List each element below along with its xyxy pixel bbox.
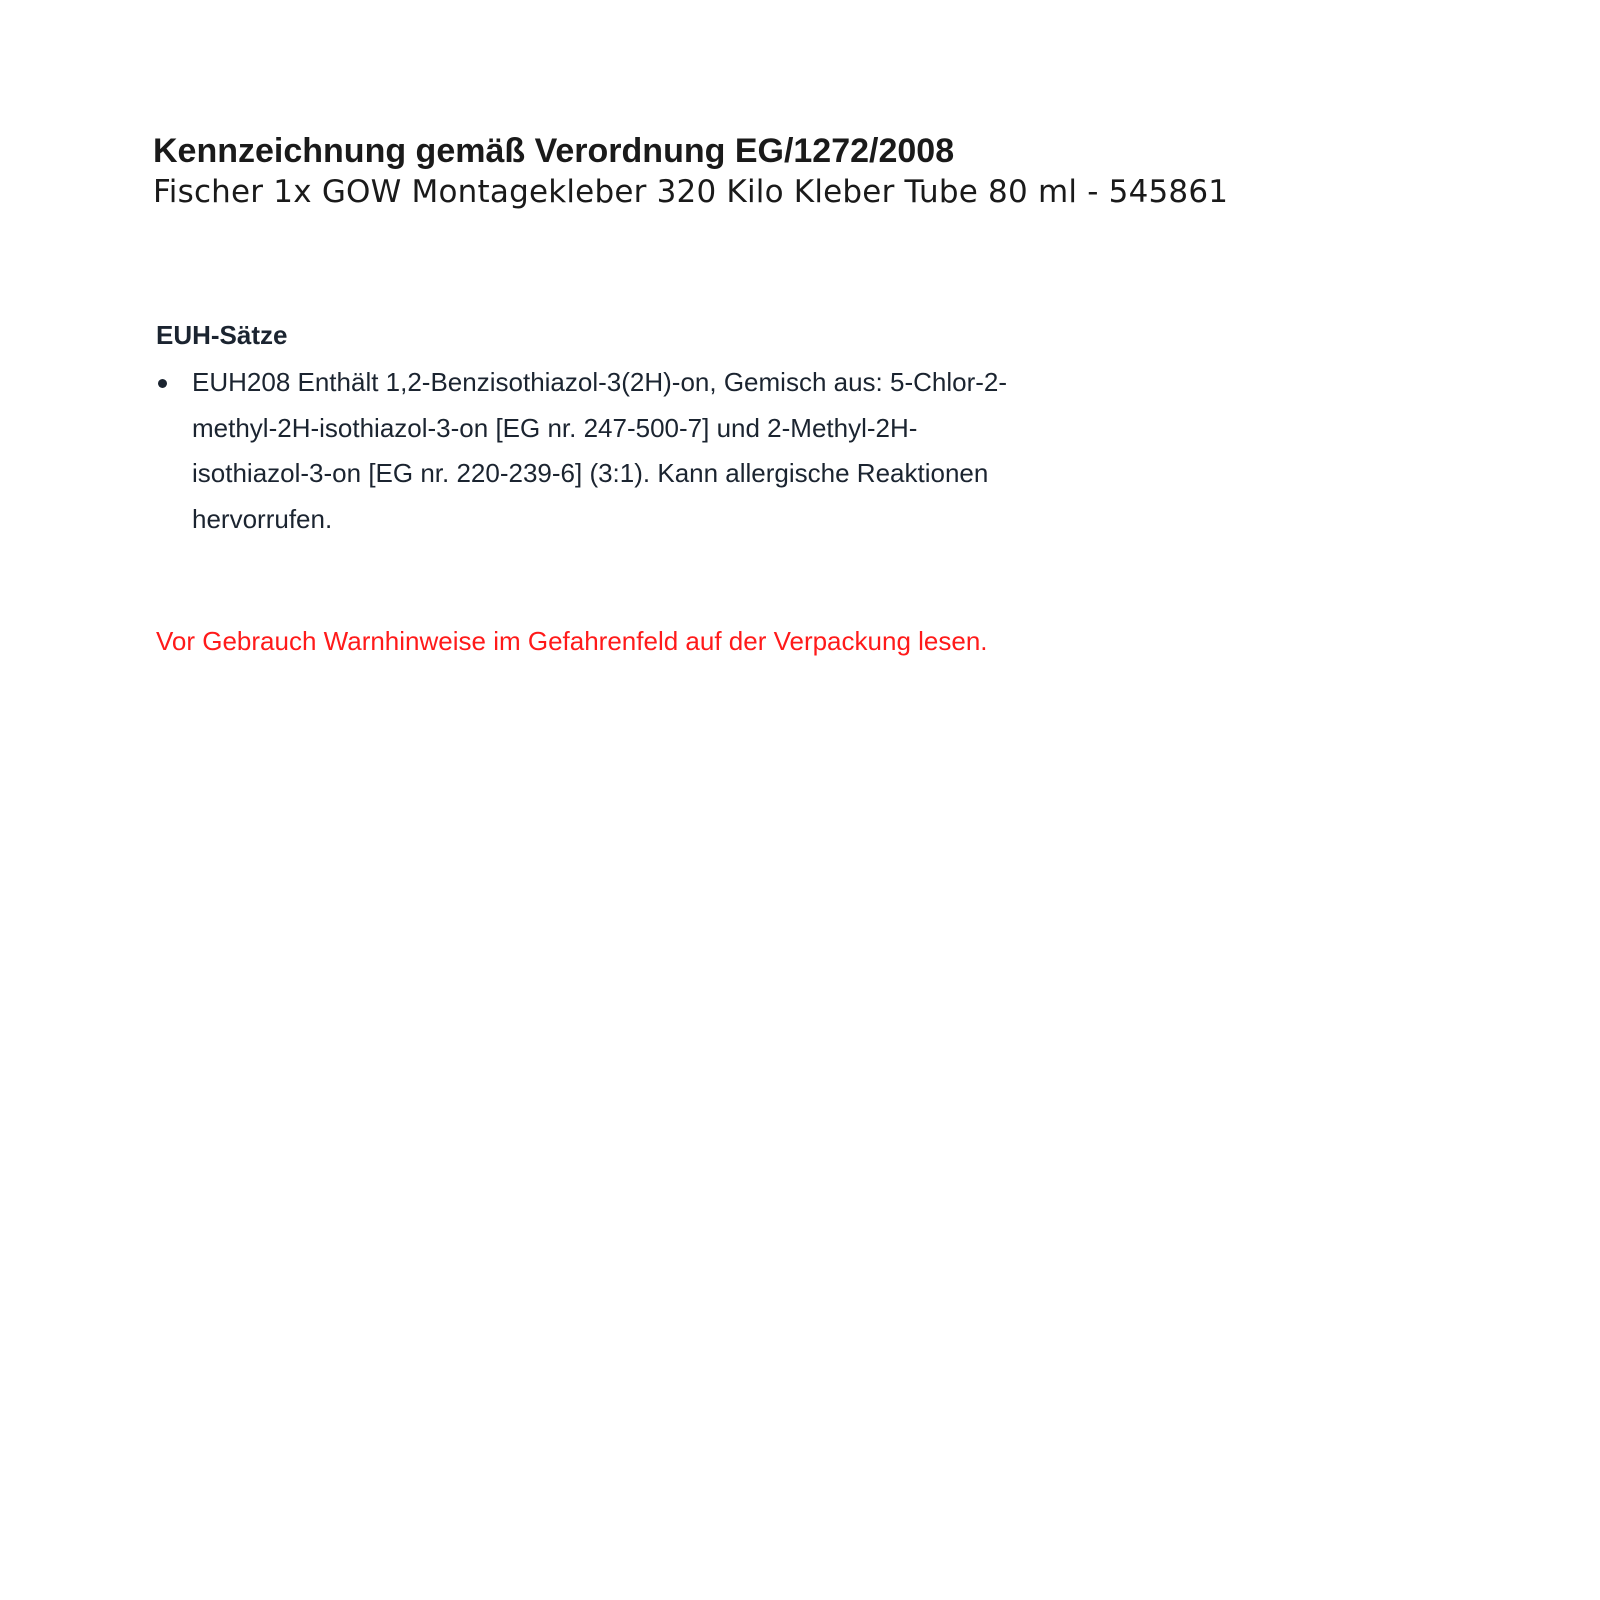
document-header	[153, 130, 1453, 212]
product-name: Fischer 1x GOW Montagekleber 320 Kilo Kleber Tube 80 ml - 545861	[153, 174, 1229, 210]
packaging-warning: Vor Gebrauch Warnhinweise im Gefahrenfeld auf der Verpackung lesen.	[156, 626, 988, 656]
hazard-label-block	[156, 318, 1016, 542]
euh-statement-item	[156, 360, 1012, 542]
euh-section-title: EUH-Sätze	[156, 320, 288, 350]
euh-statement-text: EUH208 Enthält 1,2-Benzisothiazol-3(2H)-on, Gemisch aus: 5-Chlor-2-methyl-2H-isothiazol-3-on [EG nr. 247-500-7] und 2-Methyl-2H-isothiazol-3-on [EG nr. 220-239-6] (3:1). Kann allergische Reaktionen hervorrufen.	[192, 367, 1008, 534]
page-title: Kennzeichnung gemäß Verordnung EG/1272/2008	[153, 132, 955, 170]
bullet-icon	[158, 379, 167, 388]
euh-statement-list	[156, 360, 1016, 542]
